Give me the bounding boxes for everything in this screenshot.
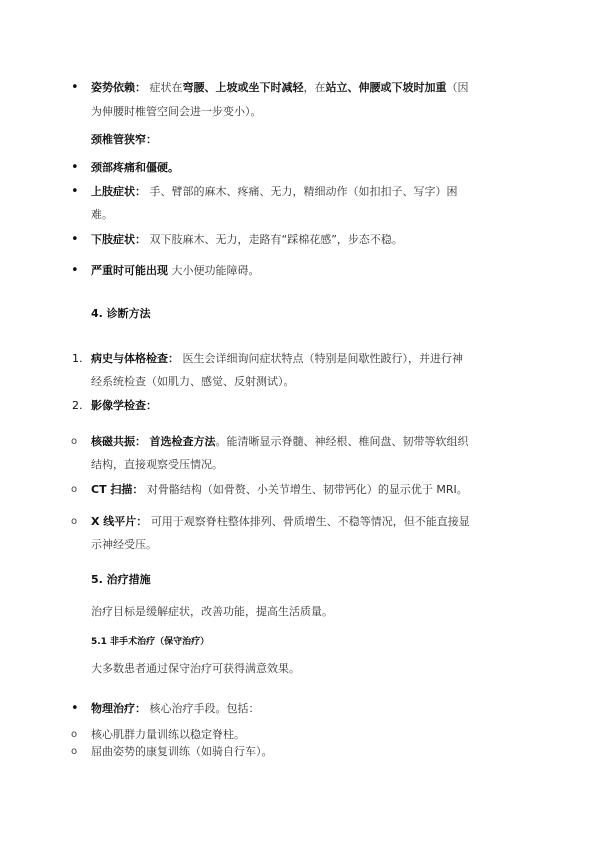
item-text: 对骨骼结构（如骨赘、小关节增生、韧带钙化）的显示优于 MRI。 [146,483,468,496]
section-4-title: 4. 诊断方法 [91,307,151,320]
section-5-intro: 治疗目标是缓解症状，改善功能，提高生活质量。 [91,605,333,618]
physical-therapy-item [91,702,260,716]
item-label: 下肢症状： [91,233,146,246]
item-strong: 弯腰、上坡或坐下时减轻 [182,81,304,94]
number-marker: 1. [72,352,83,365]
item-text: ，在 [303,81,326,94]
number-marker: 2. [72,399,83,412]
item-strong: 站立、伸腰或下坡时加重 [325,81,447,94]
item-text: 大小便功能障碍。 [171,264,260,277]
mri-item [91,435,469,449]
upper-limb-item [91,185,458,199]
item-label: 姿势依赖： [91,81,146,94]
item-continuation: 经系统检查（如肌力、感觉、反射测试）。 [91,375,295,388]
imaging-item [91,399,157,413]
item-label: 严重时可能出现 [91,264,168,277]
subsection-5-1-title: 5.1 非手术治疗（保守治疗） [91,637,210,647]
bullet-marker: • [71,701,79,716]
item-text: （因 [446,81,469,94]
item-continuation: 结构，直接观察受压情况。 [91,458,223,471]
item-label: CT 扫描： [91,483,144,496]
section-5-title: 5. 治疗措施 [91,573,151,586]
severe-case-item [91,264,260,278]
circle-marker: o [71,516,78,527]
bullet-marker: • [71,160,79,175]
bullet-marker: • [71,184,79,199]
bullet-marker: • [71,232,79,247]
core-training-item: 核心肌群力量训练以稳定脊柱。 [91,728,245,741]
circle-marker: o [71,484,78,495]
item-label: X 线平片： [91,515,148,528]
item-continuation: 为伸腰时椎管空间会进一步变小）。 [91,105,262,118]
history-exam-item [91,352,463,366]
item-label: 核磁共振： [91,435,146,448]
circle-marker: o [71,729,78,740]
item-continuation: 示神经受压。 [91,538,157,551]
item-text: 可用于观察脊柱整体排列、骨质增生、不稳等情况，但不能直接显 [150,515,470,528]
lower-limb-item [91,233,403,247]
flexion-rehab-item: 屈曲姿势的康复训练（如骑自行车）。 [91,745,273,758]
item-text: 核心治疗手段。包括： [149,702,260,715]
bullet-marker: • [71,80,79,95]
item-label: 颈部疼痛和僵硬。 [91,161,179,174]
item-text: 双下肢麻木、无力，走路有“踩棉花感”，步态不稳。 [149,233,403,246]
item-text: 手、臂部的麻木、疼痛、无力，精细动作（如扣扣子、写字）困 [149,185,458,198]
xray-item [91,515,470,529]
item-continuation: 难。 [91,208,113,221]
ct-item [91,483,468,497]
item-label: 上肢症状： [91,185,146,198]
item-label: 病史与体格检查： [91,352,179,365]
item-strong: 首选检查方法 [149,435,216,448]
circle-marker: o [71,746,78,757]
item-text: 症状在 [149,81,183,94]
item-label: 物理治疗： [91,702,146,715]
item-text: 。能清晰显示脊髓、神经根、椎间盘、韧带等软组织 [215,435,469,448]
subsection-5-1-intro: 大多数患者通过保守治疗可获得满意效果。 [91,662,300,675]
bullet-marker: • [71,263,79,278]
item-text: 医生会详细询问症状特点（特别是间歇性跛行），并进行神 [182,352,463,365]
item-label: 影像学检查： [91,399,157,412]
cervical-stenosis-heading: 颈椎管狭窄： [91,133,157,146]
neck-pain-item [91,161,179,175]
posture-dependency-item [91,81,469,95]
circle-marker: o [71,436,78,447]
